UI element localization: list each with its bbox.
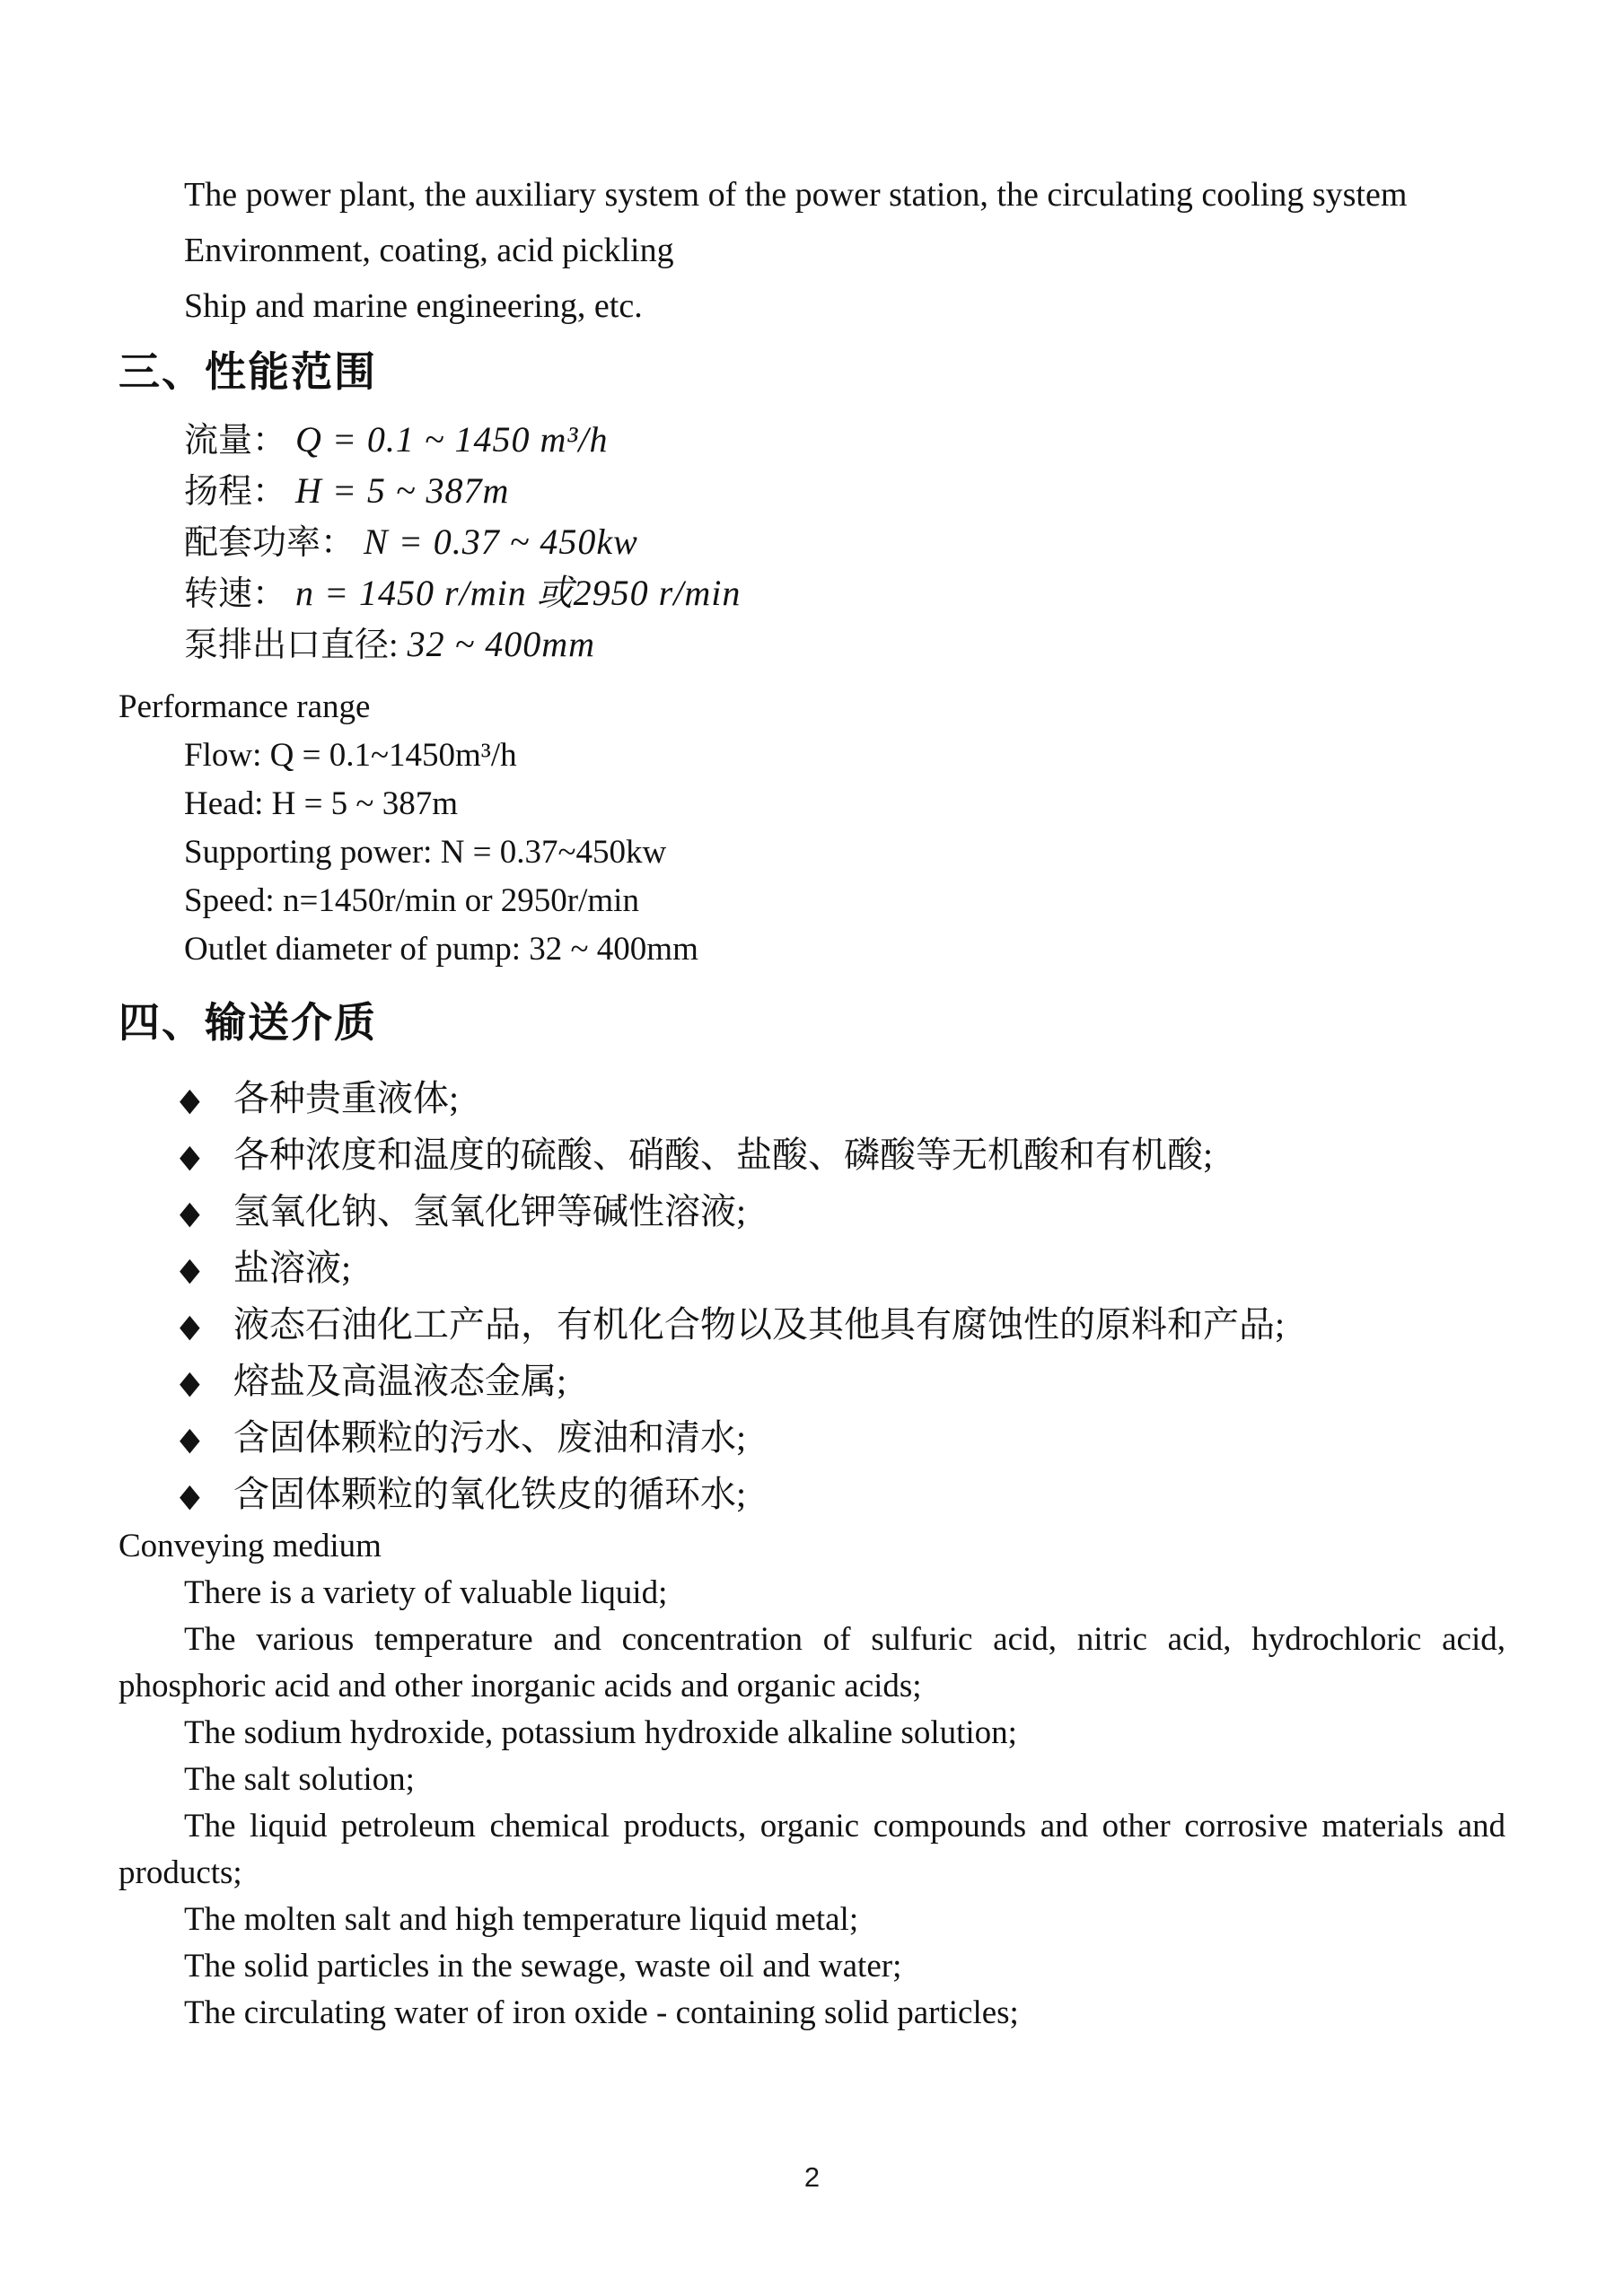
spec-label: 扬程： bbox=[184, 473, 287, 511]
diamond-bullet-icon: ◆ bbox=[180, 1082, 200, 1117]
bullet-text: 熔盐及高温液态金属; bbox=[233, 1361, 567, 1401]
spec-formula: Q = 0.1 ~ 1450 m³/h bbox=[295, 419, 609, 460]
section-heading-conveying-medium: 四、输送介质 bbox=[119, 1000, 377, 1046]
medium-paragraph: The liquid petroleum chemical products, organic compounds and other corrosive materials and products; bbox=[119, 1808, 1505, 1891]
range-item-speed: Speed: n=1450r/min or 2950r/min bbox=[184, 882, 639, 919]
bullet-item bbox=[119, 1297, 1505, 1354]
medium-paragraph: There is a variety of valuable liquid; bbox=[184, 1574, 668, 1611]
diamond-bullet-icon: ◆ bbox=[180, 1251, 200, 1287]
spec-formula: 32 ~ 400mm bbox=[407, 624, 595, 664]
diamond-bullet-icon: ◆ bbox=[180, 1477, 200, 1513]
medium-paragraph: The various temperature and concentration of sulfuric acid, nitric acid, hydrochloric acid, phosphoric acid and other inorganic acids and organic acids; bbox=[119, 1621, 1505, 1704]
medium-bullet-list bbox=[119, 1071, 1505, 1523]
performance-range-title: Performance range bbox=[119, 688, 371, 725]
spec-label: 泵排出口直径: bbox=[184, 627, 399, 664]
bullet-item bbox=[119, 1467, 1505, 1523]
performance-range-en bbox=[119, 683, 1505, 974]
bullet-text: 含固体颗粒的氧化铁皮的循环水; bbox=[233, 1474, 747, 1514]
range-item-flow: Flow: Q = 0.1~1450m³/h bbox=[184, 737, 517, 774]
medium-paragraph: The sodium hydroxide, potassium hydroxide alkaline solution; bbox=[184, 1714, 1017, 1751]
bullet-text: 含固体颗粒的污水、废油和清水; bbox=[233, 1417, 747, 1458]
bullet-text: 各种浓度和温度的硫酸、硝酸、盐酸、磷酸等无机酸和有机酸; bbox=[233, 1135, 1214, 1175]
spec-formula: n = 1450 r/min 或2950 r/min bbox=[295, 573, 742, 613]
conveying-medium-en bbox=[119, 1523, 1505, 2037]
spec-line-outlet-diameter bbox=[119, 619, 1505, 670]
bullet-text: 氢氧化钠、氢氧化钾等碱性溶液; bbox=[233, 1191, 747, 1231]
performance-specs-cn bbox=[119, 415, 1505, 670]
bullet-item bbox=[119, 1410, 1505, 1467]
bullet-item bbox=[119, 1354, 1505, 1410]
diamond-bullet-icon: ◆ bbox=[180, 1421, 200, 1457]
medium-paragraph: The salt solution; bbox=[184, 1761, 415, 1798]
intro-line: Environment, coating, acid pickling bbox=[184, 232, 674, 269]
diamond-bullet-icon: ◆ bbox=[180, 1308, 200, 1344]
bullet-text: 液态石油化工产品，有机化合物以及其他具有腐蚀性的原料和产品; bbox=[233, 1304, 1286, 1345]
range-item-head: Head: H = 5 ~ 387m bbox=[184, 785, 458, 822]
bullet-item bbox=[119, 1071, 1505, 1127]
medium-paragraph: The circulating water of iron oxide - containing solid particles; bbox=[184, 1994, 1019, 2031]
medium-paragraph: The solid particles in the sewage, waste oil and water; bbox=[184, 1948, 902, 1985]
intro-section bbox=[119, 167, 1505, 334]
bullet-text: 各种贵重液体; bbox=[233, 1078, 460, 1118]
spec-label: 转速： bbox=[184, 575, 287, 613]
bullet-item bbox=[119, 1127, 1505, 1184]
bullet-item bbox=[119, 1184, 1505, 1240]
spec-label: 流量： bbox=[184, 422, 287, 460]
diamond-bullet-icon: ◆ bbox=[180, 1138, 200, 1174]
range-item-outlet-diameter: Outlet diameter of pump: 32 ~ 400mm bbox=[184, 931, 698, 968]
spec-line-head bbox=[119, 466, 1505, 517]
spec-formula: N = 0.37 ~ 450kw bbox=[364, 521, 638, 562]
bullet-text: 盐溶液; bbox=[233, 1248, 352, 1288]
spec-line-flow bbox=[119, 415, 1505, 466]
spec-line-speed bbox=[119, 568, 1505, 619]
spec-line-power bbox=[119, 517, 1505, 568]
diamond-bullet-icon: ◆ bbox=[180, 1364, 200, 1400]
intro-line: Ship and marine engineering, etc. bbox=[184, 287, 643, 325]
section-heading-performance-range: 三、性能范围 bbox=[119, 349, 377, 395]
diamond-bullet-icon: ◆ bbox=[180, 1195, 200, 1231]
spec-formula: H = 5 ~ 387m bbox=[295, 470, 510, 511]
bullet-item bbox=[119, 1240, 1505, 1297]
range-item-power: Supporting power: N = 0.37~450kw bbox=[184, 834, 667, 871]
intro-line: The power plant, the auxiliary system of the power station, the circulating cooling system bbox=[184, 176, 1408, 214]
spec-label: 配套功率： bbox=[184, 524, 356, 562]
conveying-medium-title: Conveying medium bbox=[119, 1528, 382, 1564]
page-number: 2 bbox=[803, 2161, 821, 2193]
medium-paragraph: The molten salt and high temperature liquid metal; bbox=[184, 1901, 859, 1938]
